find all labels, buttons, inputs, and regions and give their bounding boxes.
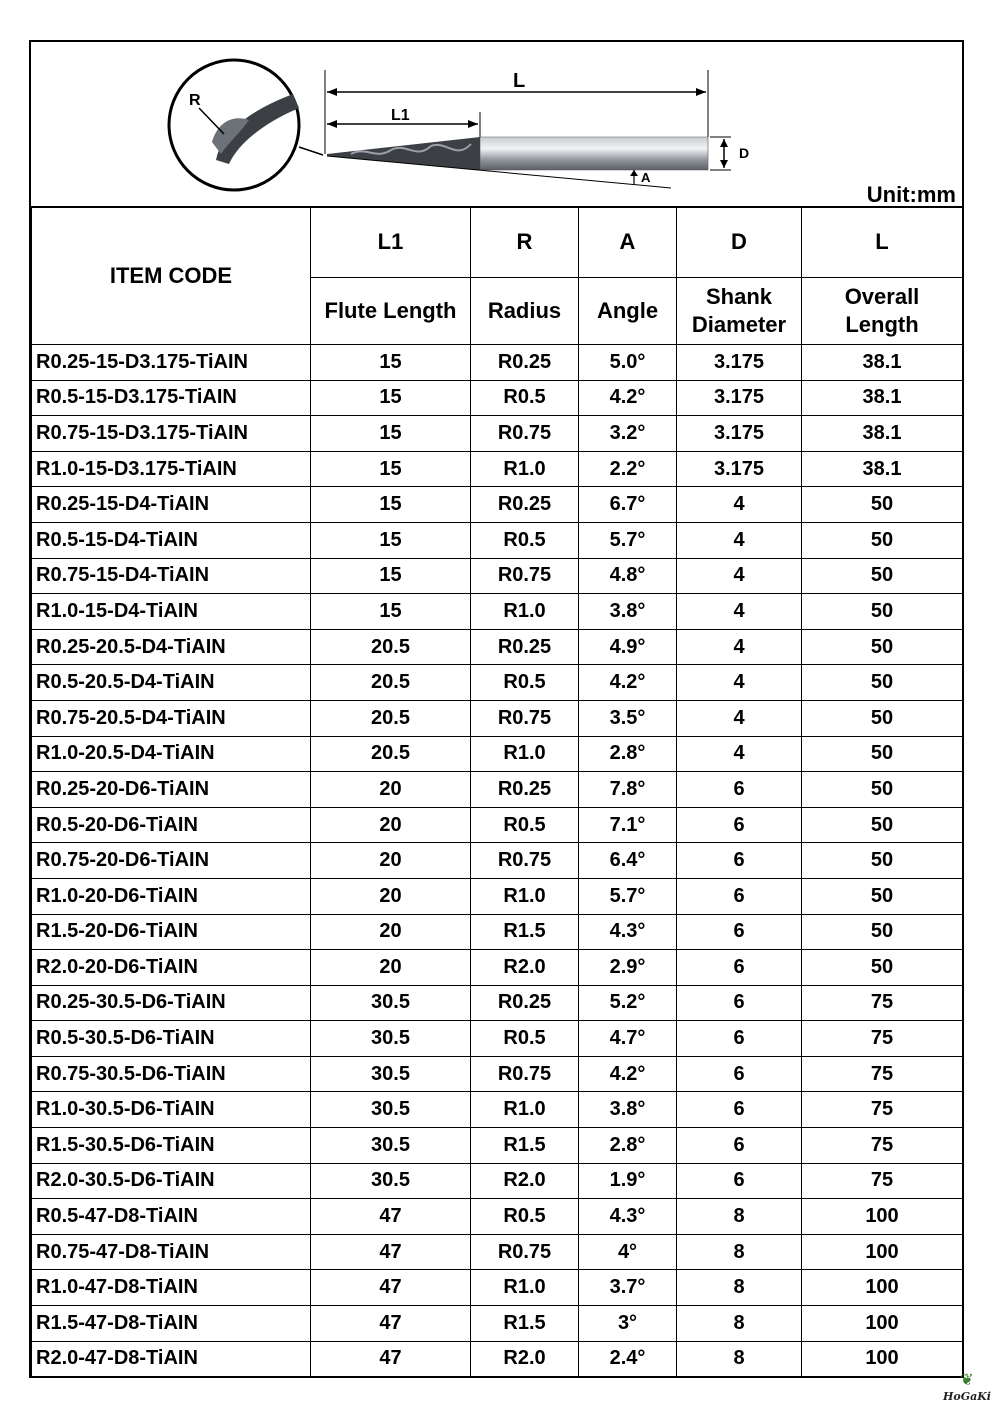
cell-overall-length: 100 bbox=[802, 1234, 963, 1270]
cell-overall-length: 75 bbox=[802, 1163, 963, 1199]
cell-angle: 2.9° bbox=[579, 950, 677, 986]
table-row bbox=[32, 1306, 963, 1342]
cell-shank-diameter: 8 bbox=[677, 1234, 802, 1270]
spec-table bbox=[31, 206, 963, 1377]
cell-radius: R0.75 bbox=[471, 416, 579, 452]
header-angle: Angle bbox=[579, 278, 677, 345]
cell-overall-length: 50 bbox=[802, 665, 963, 701]
table-row bbox=[32, 772, 963, 808]
cell-flute-length: 15 bbox=[311, 558, 471, 594]
cell-radius: R1.0 bbox=[471, 878, 579, 914]
cell-radius: R1.0 bbox=[471, 736, 579, 772]
cell-item-code: R1.5-47-D8-TiAIN bbox=[32, 1306, 311, 1342]
cell-radius: R0.75 bbox=[471, 843, 579, 879]
cell-angle: 5.7° bbox=[579, 522, 677, 558]
cell-flute-length: 20.5 bbox=[311, 665, 471, 701]
cell-item-code: R1.0-47-D8-TiAIN bbox=[32, 1270, 311, 1306]
cell-item-code: R0.25-20-D6-TiAIN bbox=[32, 772, 311, 808]
cell-flute-length: 20.5 bbox=[311, 700, 471, 736]
cell-shank-diameter: 6 bbox=[677, 1092, 802, 1128]
table-row bbox=[32, 1092, 963, 1128]
cell-flute-length: 30.5 bbox=[311, 1163, 471, 1199]
cell-angle: 3.7° bbox=[579, 1270, 677, 1306]
cell-radius: R0.75 bbox=[471, 1234, 579, 1270]
table-row bbox=[32, 985, 963, 1021]
table-row bbox=[32, 629, 963, 665]
cell-shank-diameter: 6 bbox=[677, 1056, 802, 1092]
cell-angle: 5.0° bbox=[579, 345, 677, 381]
cell-shank-diameter: 8 bbox=[677, 1341, 802, 1377]
cell-flute-length: 15 bbox=[311, 451, 471, 487]
cell-shank-diameter: 4 bbox=[677, 629, 802, 665]
cell-item-code: R1.0-30.5-D6-TiAIN bbox=[32, 1092, 311, 1128]
label-l: L bbox=[513, 70, 526, 92]
cell-radius: R1.5 bbox=[471, 914, 579, 950]
cell-item-code: R2.0-30.5-D6-TiAIN bbox=[32, 1163, 311, 1199]
table-row bbox=[32, 380, 963, 416]
cell-item-code: R0.75-30.5-D6-TiAIN bbox=[32, 1056, 311, 1092]
table-row bbox=[32, 843, 963, 879]
cell-radius: R0.5 bbox=[471, 665, 579, 701]
cell-flute-length: 20 bbox=[311, 878, 471, 914]
cell-overall-length: 38.1 bbox=[802, 345, 963, 381]
cell-shank-diameter: 3.175 bbox=[677, 345, 802, 381]
cell-flute-length: 20.5 bbox=[311, 736, 471, 772]
cell-radius: R2.0 bbox=[471, 1341, 579, 1377]
table-row bbox=[32, 736, 963, 772]
cell-flute-length: 30.5 bbox=[311, 1021, 471, 1057]
leaf-icon: ❦ bbox=[960, 1372, 974, 1389]
cell-shank-diameter: 4 bbox=[677, 665, 802, 701]
header-code-r: R bbox=[471, 207, 579, 278]
cell-shank-diameter: 6 bbox=[677, 914, 802, 950]
cell-radius: R0.25 bbox=[471, 345, 579, 381]
cell-overall-length: 50 bbox=[802, 950, 963, 986]
cell-angle: 7.1° bbox=[579, 807, 677, 843]
header-code-l: L bbox=[802, 207, 963, 278]
cell-item-code: R2.0-20-D6-TiAIN bbox=[32, 950, 311, 986]
cell-overall-length: 50 bbox=[802, 878, 963, 914]
cell-angle: 6.4° bbox=[579, 843, 677, 879]
table-row bbox=[32, 665, 963, 701]
cell-flute-length: 15 bbox=[311, 345, 471, 381]
cell-item-code: R0.5-20.5-D4-TiAIN bbox=[32, 665, 311, 701]
table-row bbox=[32, 914, 963, 950]
cell-item-code: R0.25-30.5-D6-TiAIN bbox=[32, 985, 311, 1021]
cell-overall-length: 75 bbox=[802, 1092, 963, 1128]
cell-flute-length: 20 bbox=[311, 914, 471, 950]
cell-shank-diameter: 4 bbox=[677, 487, 802, 523]
cell-flute-length: 20 bbox=[311, 843, 471, 879]
table-row bbox=[32, 878, 963, 914]
cell-item-code: R1.0-20-D6-TiAIN bbox=[32, 878, 311, 914]
cell-item-code: R0.5-15-D3.175-TiAIN bbox=[32, 380, 311, 416]
cell-overall-length: 75 bbox=[802, 1021, 963, 1057]
tool-shank bbox=[480, 137, 708, 170]
cell-angle: 7.8° bbox=[579, 772, 677, 808]
cell-shank-diameter: 6 bbox=[677, 950, 802, 986]
cell-angle: 3.5° bbox=[579, 700, 677, 736]
table-row bbox=[32, 522, 963, 558]
cell-flute-length: 30.5 bbox=[311, 1056, 471, 1092]
cell-radius: R1.5 bbox=[471, 1306, 579, 1342]
cell-item-code: R0.5-20-D6-TiAIN bbox=[32, 807, 311, 843]
cell-angle: 4.2° bbox=[579, 665, 677, 701]
cell-shank-diameter: 4 bbox=[677, 522, 802, 558]
cell-shank-diameter: 6 bbox=[677, 878, 802, 914]
cell-overall-length: 38.1 bbox=[802, 416, 963, 452]
cell-radius: R1.0 bbox=[471, 451, 579, 487]
cell-item-code: R0.5-30.5-D6-TiAIN bbox=[32, 1021, 311, 1057]
table-row bbox=[32, 700, 963, 736]
cell-item-code: R1.0-15-D3.175-TiAIN bbox=[32, 451, 311, 487]
cell-radius: R0.5 bbox=[471, 807, 579, 843]
table-row bbox=[32, 807, 963, 843]
cell-angle: 4.8° bbox=[579, 558, 677, 594]
spec-sheet-frame bbox=[29, 40, 964, 1378]
cell-radius: R1.0 bbox=[471, 1092, 579, 1128]
label-r: R bbox=[189, 92, 201, 109]
cell-flute-length: 30.5 bbox=[311, 1128, 471, 1164]
cell-radius: R0.5 bbox=[471, 380, 579, 416]
cell-overall-length: 50 bbox=[802, 629, 963, 665]
cell-item-code: R0.5-15-D4-TiAIN bbox=[32, 522, 311, 558]
cell-radius: R0.75 bbox=[471, 1056, 579, 1092]
table-row bbox=[32, 1163, 963, 1199]
cell-angle: 4.7° bbox=[579, 1021, 677, 1057]
cell-flute-length: 20 bbox=[311, 950, 471, 986]
label-l1: L1 bbox=[391, 107, 410, 124]
cell-shank-diameter: 4 bbox=[677, 736, 802, 772]
cell-item-code: R1.0-15-D4-TiAIN bbox=[32, 594, 311, 630]
cell-overall-length: 50 bbox=[802, 914, 963, 950]
cell-radius: R0.25 bbox=[471, 772, 579, 808]
label-d: D bbox=[739, 145, 750, 161]
tool-diagram-area bbox=[31, 42, 962, 208]
cell-shank-diameter: 8 bbox=[677, 1306, 802, 1342]
cell-angle: 2.2° bbox=[579, 451, 677, 487]
table-row bbox=[32, 416, 963, 452]
cell-radius: R0.5 bbox=[471, 1199, 579, 1235]
cell-flute-length: 15 bbox=[311, 380, 471, 416]
cell-flute-length: 30.5 bbox=[311, 985, 471, 1021]
table-row bbox=[32, 1234, 963, 1270]
table-row bbox=[32, 594, 963, 630]
cell-angle: 4.9° bbox=[579, 629, 677, 665]
cell-item-code: R0.75-47-D8-TiAIN bbox=[32, 1234, 311, 1270]
cell-radius: R0.5 bbox=[471, 522, 579, 558]
cell-item-code: R1.5-20-D6-TiAIN bbox=[32, 914, 311, 950]
table-row bbox=[32, 1270, 963, 1306]
cell-angle: 3.2° bbox=[579, 416, 677, 452]
cell-overall-length: 50 bbox=[802, 772, 963, 808]
brand-logo bbox=[938, 1372, 996, 1412]
cell-overall-length: 100 bbox=[802, 1270, 963, 1306]
cell-shank-diameter: 4 bbox=[677, 700, 802, 736]
cell-angle: 4° bbox=[579, 1234, 677, 1270]
cell-overall-length: 100 bbox=[802, 1199, 963, 1235]
cell-shank-diameter: 6 bbox=[677, 985, 802, 1021]
cell-overall-length: 50 bbox=[802, 594, 963, 630]
cell-flute-length: 15 bbox=[311, 416, 471, 452]
unit-label: Unit:mm bbox=[866, 182, 956, 207]
cell-flute-length: 47 bbox=[311, 1199, 471, 1235]
cell-shank-diameter: 6 bbox=[677, 1163, 802, 1199]
magnifier-connector bbox=[299, 147, 323, 155]
cell-flute-length: 20.5 bbox=[311, 629, 471, 665]
cell-item-code: R0.25-15-D3.175-TiAIN bbox=[32, 345, 311, 381]
cell-flute-length: 47 bbox=[311, 1234, 471, 1270]
cell-item-code: R2.0-47-D8-TiAIN bbox=[32, 1341, 311, 1377]
table-row bbox=[32, 451, 963, 487]
label-a: A bbox=[641, 170, 651, 185]
table-row bbox=[32, 1021, 963, 1057]
header-code-a: A bbox=[579, 207, 677, 278]
end-mill-diagram bbox=[31, 42, 962, 206]
cell-shank-diameter: 6 bbox=[677, 843, 802, 879]
cell-shank-diameter: 4 bbox=[677, 558, 802, 594]
cell-radius: R0.5 bbox=[471, 1021, 579, 1057]
cell-item-code: R0.25-20.5-D4-TiAIN bbox=[32, 629, 311, 665]
cell-flute-length: 15 bbox=[311, 594, 471, 630]
cell-angle: 1.9° bbox=[579, 1163, 677, 1199]
cell-angle: 5.7° bbox=[579, 878, 677, 914]
cell-angle: 4.2° bbox=[579, 1056, 677, 1092]
cell-radius: R0.25 bbox=[471, 487, 579, 523]
header-row-codes bbox=[32, 207, 963, 278]
header-radius: Radius bbox=[471, 278, 579, 345]
cell-item-code: R0.75-15-D3.175-TiAIN bbox=[32, 416, 311, 452]
cell-overall-length: 100 bbox=[802, 1306, 963, 1342]
cell-angle: 2.8° bbox=[579, 1128, 677, 1164]
table-row bbox=[32, 1199, 963, 1235]
brand-name: HoGaKi bbox=[943, 1390, 991, 1403]
cell-angle: 2.4° bbox=[579, 1341, 677, 1377]
cell-overall-length: 50 bbox=[802, 736, 963, 772]
cell-flute-length: 30.5 bbox=[311, 1092, 471, 1128]
cell-shank-diameter: 4 bbox=[677, 594, 802, 630]
table-row bbox=[32, 950, 963, 986]
cell-shank-diameter: 6 bbox=[677, 772, 802, 808]
cell-shank-diameter: 8 bbox=[677, 1199, 802, 1235]
cell-overall-length: 75 bbox=[802, 1056, 963, 1092]
cell-radius: R1.0 bbox=[471, 594, 579, 630]
cell-angle: 3° bbox=[579, 1306, 677, 1342]
cell-overall-length: 50 bbox=[802, 843, 963, 879]
cell-item-code: R0.75-15-D4-TiAIN bbox=[32, 558, 311, 594]
header-overall-length: Overall Length bbox=[802, 278, 963, 345]
cell-item-code: R1.0-20.5-D4-TiAIN bbox=[32, 736, 311, 772]
cell-angle: 6.7° bbox=[579, 487, 677, 523]
header-code-l1: L1 bbox=[311, 207, 471, 278]
table-row bbox=[32, 558, 963, 594]
cell-flute-length: 20 bbox=[311, 807, 471, 843]
table-row bbox=[32, 345, 963, 381]
cell-flute-length: 47 bbox=[311, 1341, 471, 1377]
cell-angle: 4.3° bbox=[579, 914, 677, 950]
cell-overall-length: 75 bbox=[802, 1128, 963, 1164]
header-item-code: ITEM CODE bbox=[32, 207, 311, 345]
cell-radius: R1.5 bbox=[471, 1128, 579, 1164]
cell-item-code: R0.25-15-D4-TiAIN bbox=[32, 487, 311, 523]
cell-shank-diameter: 6 bbox=[677, 807, 802, 843]
cell-angle: 3.8° bbox=[579, 1092, 677, 1128]
cell-angle: 2.8° bbox=[579, 736, 677, 772]
header-code-d: D bbox=[677, 207, 802, 278]
cell-overall-length: 75 bbox=[802, 985, 963, 1021]
spec-table-body bbox=[32, 345, 963, 1377]
table-row bbox=[32, 1056, 963, 1092]
cell-shank-diameter: 3.175 bbox=[677, 380, 802, 416]
cell-item-code: R0.75-20-D6-TiAIN bbox=[32, 843, 311, 879]
cell-angle: 5.2° bbox=[579, 985, 677, 1021]
table-row bbox=[32, 487, 963, 523]
cell-flute-length: 15 bbox=[311, 522, 471, 558]
cell-overall-length: 100 bbox=[802, 1341, 963, 1377]
cell-overall-length: 50 bbox=[802, 700, 963, 736]
cell-overall-length: 50 bbox=[802, 522, 963, 558]
cell-radius: R2.0 bbox=[471, 1163, 579, 1199]
cell-shank-diameter: 8 bbox=[677, 1270, 802, 1306]
cell-flute-length: 20 bbox=[311, 772, 471, 808]
cell-flute-length: 47 bbox=[311, 1270, 471, 1306]
cell-radius: R0.25 bbox=[471, 985, 579, 1021]
cell-radius: R0.75 bbox=[471, 700, 579, 736]
cell-angle: 4.2° bbox=[579, 380, 677, 416]
cell-shank-diameter: 6 bbox=[677, 1021, 802, 1057]
cell-shank-diameter: 3.175 bbox=[677, 416, 802, 452]
cell-radius: R0.75 bbox=[471, 558, 579, 594]
cell-radius: R1.0 bbox=[471, 1270, 579, 1306]
cell-overall-length: 38.1 bbox=[802, 451, 963, 487]
table-row bbox=[32, 1128, 963, 1164]
header-shank-diameter: Shank Diameter bbox=[677, 278, 802, 345]
cell-flute-length: 47 bbox=[311, 1306, 471, 1342]
tool-flutes bbox=[327, 137, 480, 170]
cell-radius: R0.25 bbox=[471, 629, 579, 665]
cell-item-code: R1.5-30.5-D6-TiAIN bbox=[32, 1128, 311, 1164]
cell-item-code: R0.5-47-D8-TiAIN bbox=[32, 1199, 311, 1235]
cell-angle: 4.3° bbox=[579, 1199, 677, 1235]
cell-flute-length: 15 bbox=[311, 487, 471, 523]
cell-overall-length: 50 bbox=[802, 807, 963, 843]
cell-angle: 3.8° bbox=[579, 594, 677, 630]
cell-shank-diameter: 6 bbox=[677, 1128, 802, 1164]
header-flute-length: Flute Length bbox=[311, 278, 471, 345]
cell-overall-length: 50 bbox=[802, 487, 963, 523]
cell-overall-length: 38.1 bbox=[802, 380, 963, 416]
cell-overall-length: 50 bbox=[802, 558, 963, 594]
table-row bbox=[32, 1341, 963, 1377]
cell-shank-diameter: 3.175 bbox=[677, 451, 802, 487]
cell-radius: R2.0 bbox=[471, 950, 579, 986]
cell-item-code: R0.75-20.5-D4-TiAIN bbox=[32, 700, 311, 736]
